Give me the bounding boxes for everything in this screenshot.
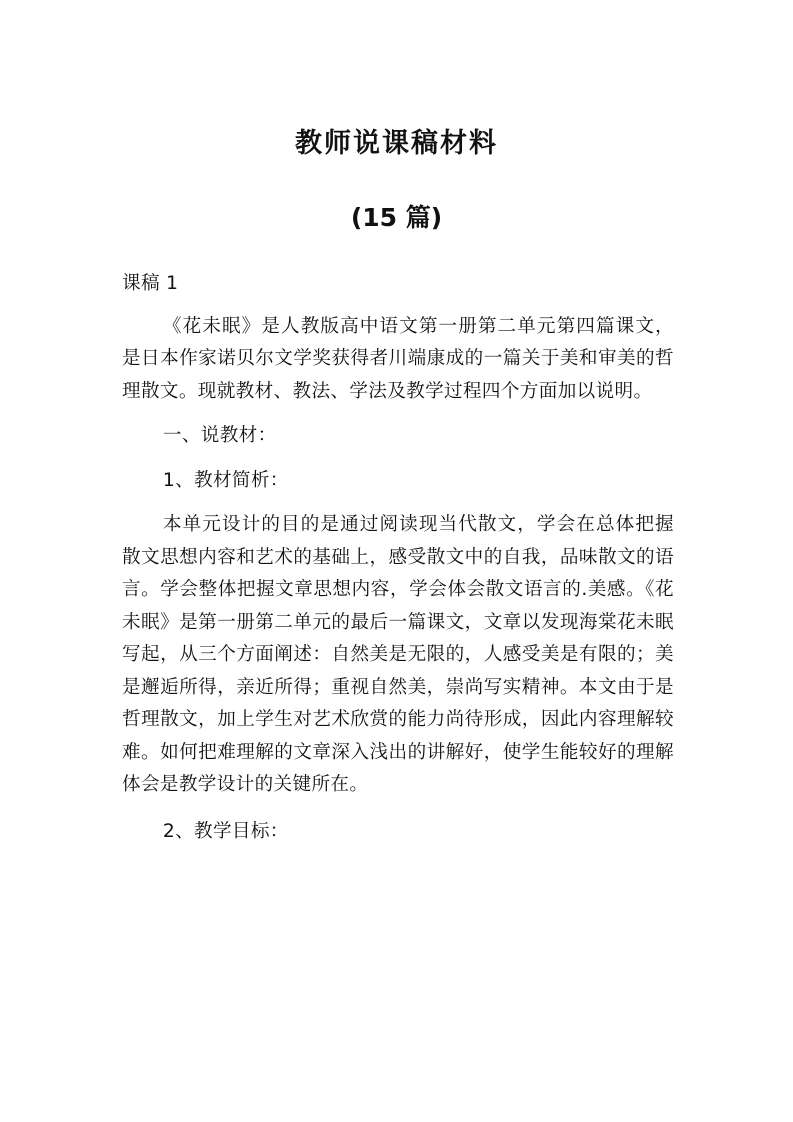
paragraph-analysis: 本单元设计的目的是通过阅读现当代散文，学会在总体把握散文思想内容和艺术的基础上，感受散文中的自我，品味散文的语言。学会整体把握文章思想内容，学会体会散文语言的.美感。《花未眠》是第一册第二单元的最后一篇课文，文章以发现海棠花未眠写起，从三个方面阐述：自然美是无限的，人感受美是有限的；美是邂逅所得，亲近所得；重视自然美，崇尚写实精神。本文由于是哲理散文，加上学生对艺术欣赏的能力尚待形成，因此内容理解较难。如何把难理解的文章深入浅出的讲解好，使学生能较好的理解体会是教学设计的关键所在。 [122, 514, 674, 795]
section-label: 课稿 1 [122, 273, 179, 294]
document-subtitle: (15 篇) [350, 203, 443, 232]
document-body [122, 268, 674, 848]
heading-textbook-analysis: 1、教材简析： [162, 469, 289, 491]
heading-teaching-goals: 2、教学目标： [162, 820, 289, 842]
document-title: 教师说课稿材料 [295, 128, 498, 159]
heading-textbook: 一、说教材： [162, 425, 277, 446]
paragraph-intro: 《花未眠》是人教版高中语文第一册第二单元第四篇课文，是日本作家诺贝尔文学奖获得者川端康成的一篇关于美和审美的哲理散文。现就教材、教法、学法及教学过程四个方面加以说明。 [122, 315, 674, 402]
